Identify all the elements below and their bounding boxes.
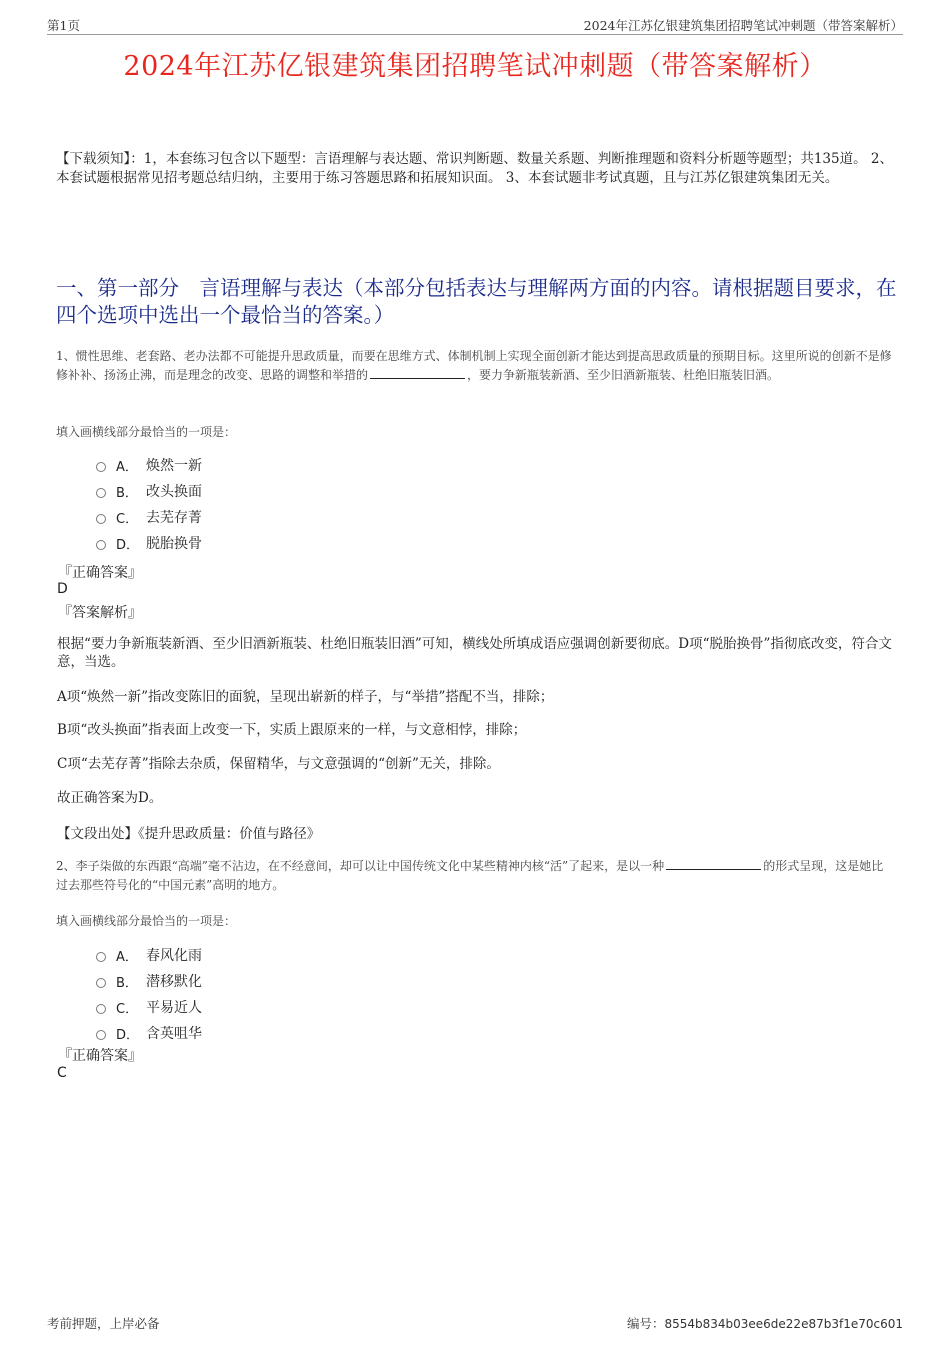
radio-icon[interactable]: [96, 462, 106, 472]
footer-slogan: 考前押题，上岸必备: [47, 1316, 160, 1331]
fill-blank: [370, 366, 465, 379]
question-1-instruction: 填入画横线部分最恰当的一项是：: [56, 425, 237, 439]
footer-code-label: 编号：: [626, 1316, 665, 1331]
radio-icon[interactable]: [96, 488, 106, 498]
analysis-paragraph: 根据“要力争新瓶装新酒、至少旧酒新瓶装、杜绝旧瓶装旧酒”可知，横线处所填成语应强调创新要彻底。D项“脱胎换骨”指彻底改变，符合文意，当选。: [57, 636, 892, 670]
page-header: [47, 14, 903, 35]
radio-icon[interactable]: [96, 1030, 106, 1040]
analysis-paragraph: B项“改头换面”指表面上改变一下，实质上跟原来的一样，与文意相悖，排除；: [57, 722, 527, 738]
option-c[interactable]: C． 平易近人: [96, 994, 202, 1020]
option-b[interactable]: B． 改头换面: [96, 478, 202, 504]
question-2-text-before: 2、李子柒做的东西跟“高端”毫不沾边，在不经意间，却可以让中国传统文化中某些精神内核“活”了起来，是以一种: [56, 859, 665, 873]
radio-icon[interactable]: [96, 540, 106, 550]
analysis-label: 『答案解析』: [58, 605, 142, 621]
question-2-text: [56, 857, 892, 895]
option-a[interactable]: A． 焕然一新: [96, 452, 202, 478]
option-d[interactable]: D． 脱胎换骨: [96, 530, 202, 556]
correct-answer: C: [57, 1065, 67, 1081]
analysis-conclusion: 故正确答案为D。: [57, 790, 163, 806]
header-doc-title: 2024年江苏亿银建筑集团招聘笔试冲刺题（带答案解析）: [583, 18, 903, 33]
question-2-options: [96, 942, 202, 1046]
footer-code: 8554b834b03ee6de22e87b3f1e70c601: [664, 1317, 903, 1331]
option-a[interactable]: A． 春风化雨: [96, 942, 202, 968]
option-d[interactable]: D． 含英咀华: [96, 1020, 202, 1046]
question-1-options: [96, 452, 202, 556]
download-notice: 【下载须知】：1，本套练习包含以下题型：言语理解与表达题、常识判断题、数量关系题、判断推理题和资料分析题等题型；共135道。 2、本套试题根据常见招考题总结归纳，主要用于练习答题思路和拓展知识面。 3、本套试题非考试真题，且与江苏亿银建筑集团无关。: [56, 151, 893, 186]
fill-blank: [666, 857, 761, 870]
question-1-text-after: ，要力争新瓶装新酒、至少旧酒新瓶装、杜绝旧瓶装旧酒。: [467, 368, 780, 382]
passage-source: 【文段出处】《提升思政质量：价值与路径》: [57, 826, 321, 842]
analysis-paragraph: C项“去芜存菁”指除去杂质，保留精华，与文意强调的“创新”无关，排除。: [57, 756, 500, 772]
section-heading: 一、第一部分 言语理解与表达（本部分包括表达与理解两方面的内容。请根据题目要求，在四个选项中选出一个最恰当的答案。）: [56, 276, 897, 327]
option-b[interactable]: B． 潜移默化: [96, 968, 202, 994]
radio-icon[interactable]: [96, 1004, 106, 1014]
correct-answer-label: 『正确答案』: [58, 565, 142, 581]
question-2-instruction: 填入画横线部分最恰当的一项是：: [56, 914, 237, 928]
footer-doc-code: [627, 1314, 903, 1332]
correct-answer-label: 『正确答案』: [58, 1048, 142, 1064]
question-2-text-after: 的形式呈现，这是她比过去那些符号化的“中国元素”高明的地方。: [56, 859, 884, 892]
question-1-text-before: 1、惯性思维、老套路、老办法都不可能提升思政质量，而要在思维方式、体制机制上实现全面创新才能达到提高思政质量的预期目标。这里所说的创新不是修修补补、扬汤止沸，而是理念的改变、思路的调整和举措的: [56, 349, 892, 382]
radio-icon[interactable]: [96, 952, 106, 962]
radio-icon[interactable]: [96, 514, 106, 524]
analysis-paragraph: A项“焕然一新”指改变陈旧的面貌，呈现出崭新的样子，与“举措”搭配不当，排除；: [57, 689, 554, 705]
radio-icon[interactable]: [96, 978, 106, 988]
correct-answer: D: [57, 581, 68, 597]
page-number: 第1页: [47, 18, 80, 33]
option-c[interactable]: C． 去芜存菁: [96, 504, 202, 530]
question-1-text: [56, 347, 892, 385]
document-title: 2024年江苏亿银建筑集团招聘笔试冲刺题（带答案解析）: [123, 51, 827, 82]
